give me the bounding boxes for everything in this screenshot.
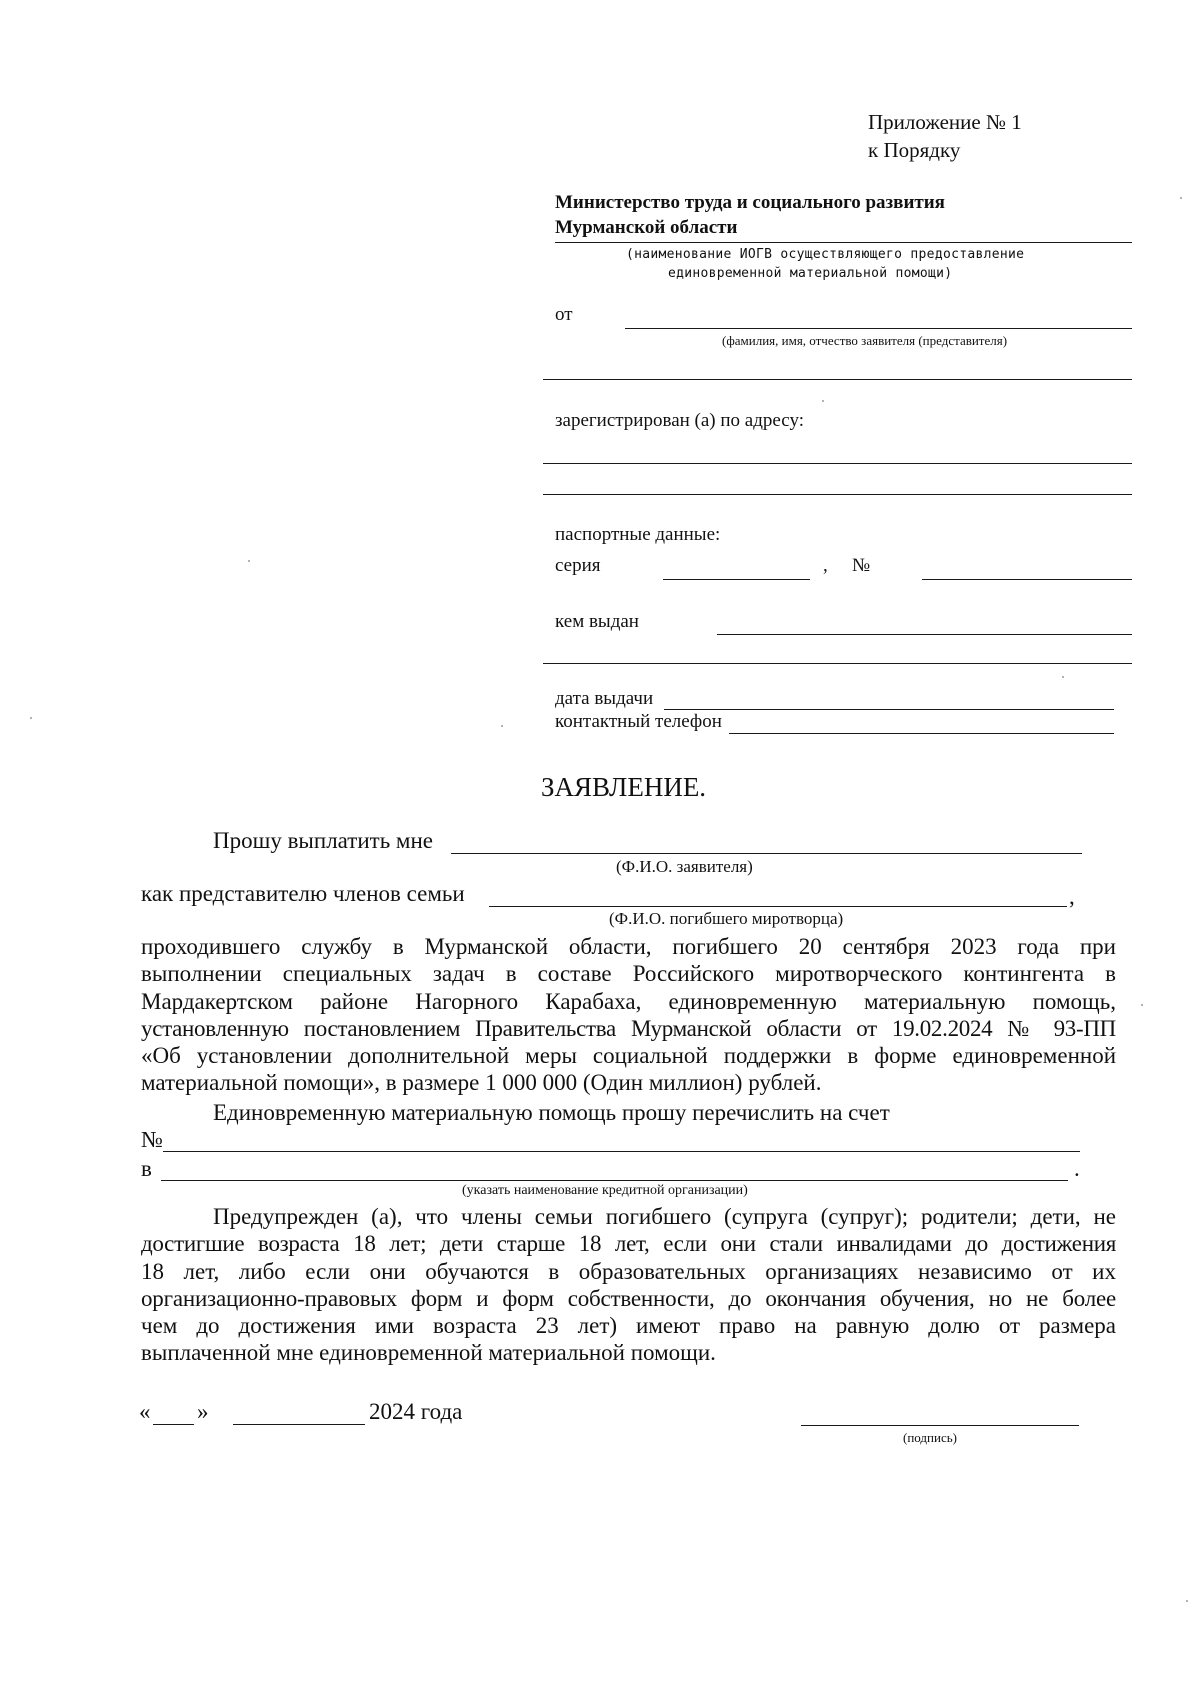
passport-label: паспортные данные:	[555, 524, 721, 545]
ministry-underline	[555, 242, 1132, 243]
appendix-number: Приложение № 1	[868, 110, 1022, 134]
passport-series-label: серия	[555, 555, 601, 576]
bank-field-end: .	[1074, 1156, 1080, 1181]
passport-number-label: №	[852, 555, 871, 576]
bank-name-field[interactable]	[161, 1180, 1068, 1181]
appendix-reference: к Порядку	[868, 138, 961, 162]
request-line1-label: Прошу выплатить мне	[213, 828, 434, 853]
ministry-name-line1: Министерство труда и социального развития	[555, 192, 945, 213]
issued-by-label: кем выдан	[555, 611, 639, 632]
warning-paragraph-line: достигшие возраста 18 лет; дети старше 18 лет, если они стали инвалидами до достижения	[141, 1231, 1116, 1257]
date-quote-close: »	[197, 1399, 209, 1424]
from-label: от	[555, 304, 573, 325]
applicant-fio-caption: (Ф.И.О. заявителя)	[616, 857, 753, 876]
warning-paragraph-line: Предупрежден (а), что члены семьи погибшего (супруга (супруг); родители; дети, не	[213, 1204, 1116, 1229]
deceased-fio-field[interactable]	[489, 906, 1067, 907]
address-field-1[interactable]	[543, 463, 1132, 464]
request-paragraph-line: материальной помощи», в размере 1 000 000 (Один миллион) рублей.	[141, 1070, 822, 1096]
bank-caption: (указать наименование кредитной организации)	[462, 1183, 748, 1198]
applicant-name-field-2[interactable]	[543, 379, 1132, 380]
applicant-fio-field[interactable]	[451, 853, 1082, 854]
passport-comma: ,	[823, 555, 828, 576]
request-paragraph	[141, 933, 1116, 1097]
issued-by-field-1[interactable]	[717, 634, 1132, 635]
account-number-field[interactable]	[163, 1151, 1080, 1152]
account-intro: Единовременную материальную помощь прошу перечислить на счет	[213, 1100, 890, 1125]
signature-field[interactable]	[801, 1425, 1079, 1426]
date-quote-open: «	[139, 1399, 151, 1424]
request-paragraph-line: Мардакертском районе Нагорного Карабаха, единовременную материальную помощь,	[141, 988, 1116, 1014]
warning-paragraph	[141, 1203, 1116, 1367]
ministry-name-line2: Мурманской области	[555, 217, 738, 238]
deceased-fio-caption: (Ф.И.О. погибшего миротворца)	[609, 909, 844, 928]
warning-paragraph-line: чем до достижения ими возраста 23 лет) имеют право на равную долю от размера	[141, 1313, 1116, 1339]
passport-number-field[interactable]	[922, 579, 1132, 580]
document-title: ЗАЯВЛЕНИЕ.	[541, 772, 707, 802]
date-day-field[interactable]	[153, 1424, 194, 1425]
date-year: 2024 года	[369, 1399, 463, 1424]
phone-field[interactable]	[729, 733, 1114, 734]
registered-address-label: зарегистрирован (а) по адресу:	[555, 410, 805, 431]
passport-series-field[interactable]	[663, 579, 810, 580]
warning-paragraph-line: организационно-правовых форм и форм собственности, до окончания обучения, но не более	[141, 1285, 1116, 1311]
request-paragraph-line: установленную постановлением Правительства Мурманской области от 19.02.2024 № 93-ПП	[141, 1015, 1116, 1041]
address-field-2[interactable]	[543, 494, 1132, 495]
applicant-name-caption: (фамилия, имя, отчество заявителя (представителя)	[722, 333, 1008, 348]
issue-date-label: дата выдачи	[555, 688, 654, 709]
date-month-field[interactable]	[233, 1424, 365, 1425]
warning-paragraph-line: 18 лет, либо если они обучаются в образовательных организациях независимо от их	[141, 1258, 1116, 1284]
request-paragraph-line: «Об установлении дополнительной меры социальной поддержки в форме единовременной	[141, 1043, 1116, 1069]
issued-by-field-2[interactable]	[543, 663, 1132, 664]
ministry-caption-line2: единовременной материальной помощи)	[668, 266, 953, 281]
phone-label: контактный телефон	[555, 711, 722, 732]
bank-label: в	[141, 1156, 152, 1181]
issue-date-field[interactable]	[664, 709, 1114, 710]
warning-paragraph-line: выплаченной мне единовременной материальной помощи.	[141, 1340, 716, 1366]
request-line2-label: как представителю членов семьи	[141, 881, 465, 906]
applicant-name-field[interactable]	[625, 328, 1132, 329]
request-paragraph-line: выполнении специальных задач в составе Российского миротворческого контингента в	[141, 961, 1116, 987]
signature-caption: (подпись)	[903, 1430, 957, 1445]
account-number-label: №	[141, 1127, 163, 1152]
request-paragraph-line: проходившего службу в Мурманской области, погибшего 20 сентября 2023 года при	[141, 934, 1116, 959]
request-line2-comma: ,	[1069, 884, 1075, 909]
ministry-caption-line1: (наименование ИОГВ осуществляющего предоставление	[626, 247, 1025, 262]
